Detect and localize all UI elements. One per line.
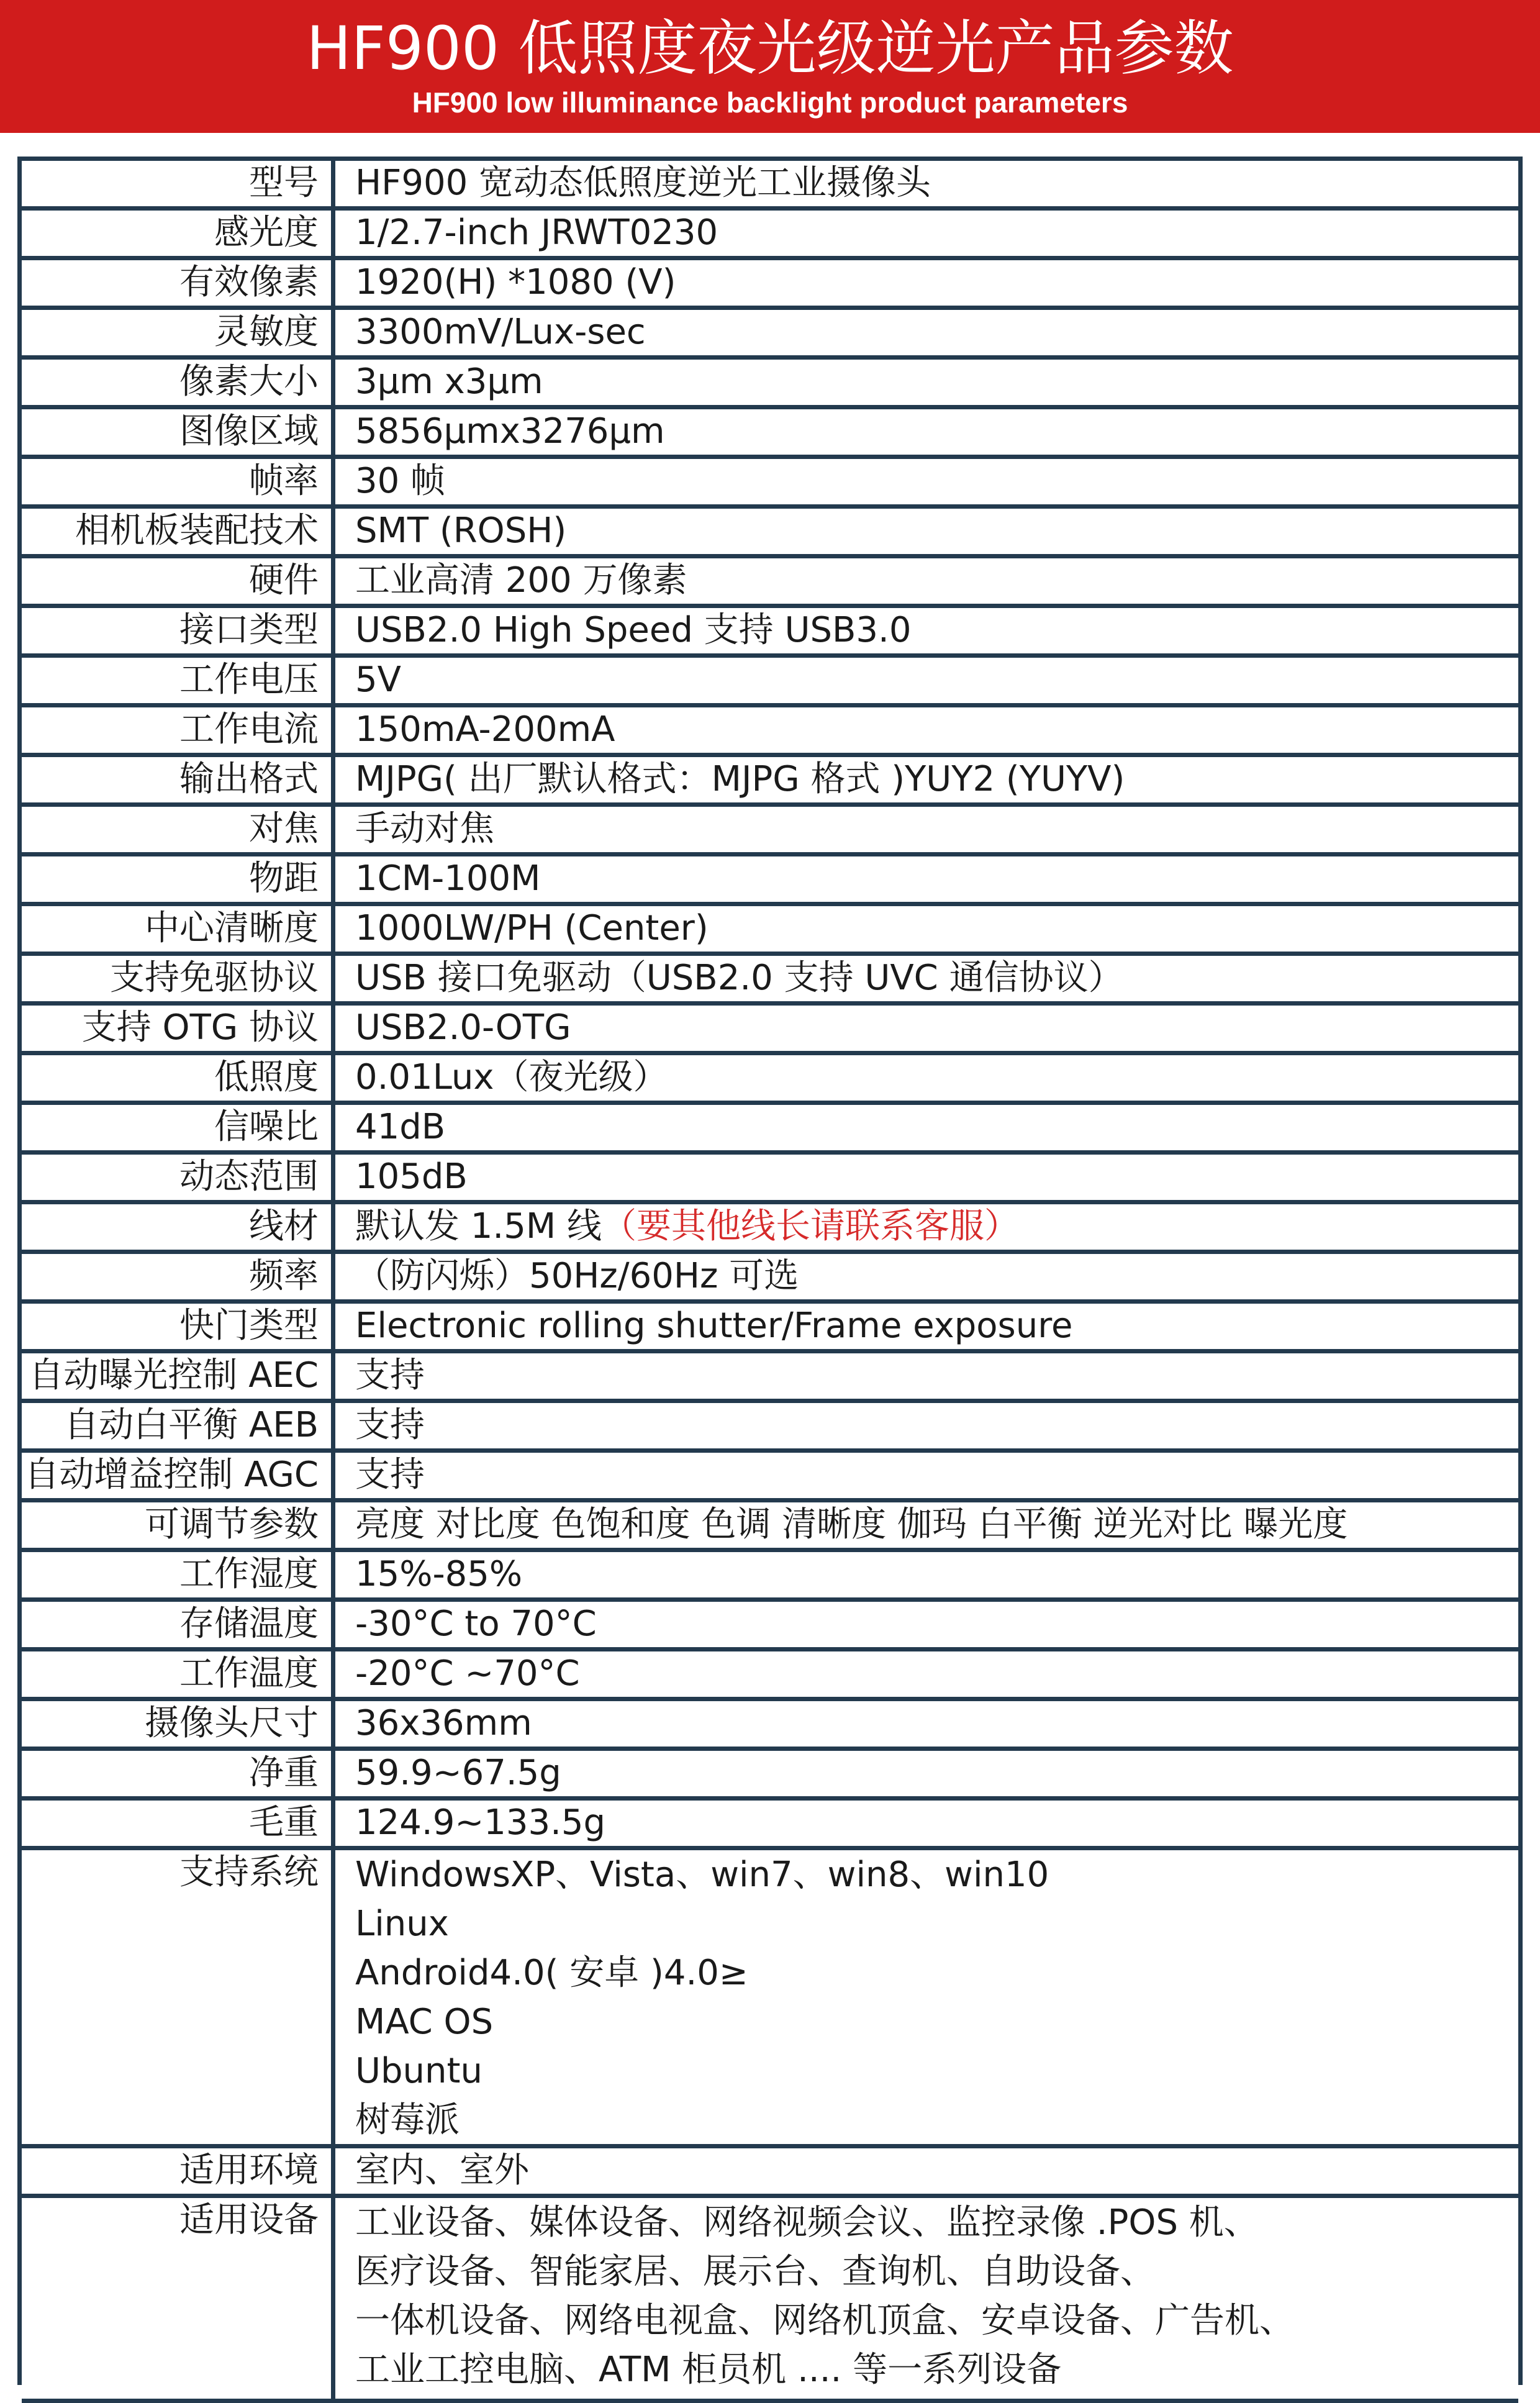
spec-label: 频率 — [22, 1254, 335, 1299]
spec-label: 型号 — [22, 161, 335, 206]
spec-label: 毛重 — [22, 1801, 335, 1846]
spec-label: 支持 OTG 协议 — [22, 1006, 335, 1051]
spec-value: 41dB — [355, 1107, 446, 1147]
spec-row-voltage — [22, 658, 1518, 707]
spec-label: 图像区域 — [22, 409, 335, 455]
spec-row-snr — [22, 1105, 1518, 1155]
device-line: 工业设备、媒体设备、网络视频会议、监控录像 .POS 机、 — [355, 2202, 1259, 2243]
spec-row-working-temp — [22, 1651, 1518, 1701]
spec-row-net-weight — [22, 1751, 1518, 1801]
spec-label: 工作温度 — [22, 1651, 335, 1697]
spec-label: 工作电压 — [22, 658, 335, 703]
spec-value: 工业高清 200 万像素 — [355, 560, 687, 601]
spec-label: 硬件 — [22, 558, 335, 604]
spec-label: 有效像素 — [22, 260, 335, 306]
spec-value-multiline — [335, 1850, 1518, 2144]
system-item: Ubuntu — [355, 2051, 482, 2091]
spec-row-model — [22, 161, 1518, 211]
device-line: 工业工控电脑、ATM 柜员机 .... 等一系列设备 — [355, 2350, 1062, 2390]
spec-label: 自动白平衡 AEB — [22, 1403, 335, 1448]
system-item: Linux — [355, 1904, 449, 1944]
spec-value: 5856μmx3276μm — [355, 411, 665, 452]
spec-table — [17, 157, 1523, 2390]
spec-row-current — [22, 707, 1518, 757]
spec-label: 灵敏度 — [22, 310, 335, 355]
spec-row-sensor — [22, 211, 1518, 260]
spec-row-frequency — [22, 1254, 1518, 1304]
spec-value: 支持 — [355, 1455, 425, 1495]
spec-label: 自动增益控制 AGC — [22, 1453, 335, 1498]
spec-value: 124.9~133.5g — [355, 1802, 606, 1843]
cable-length-text: 默认发 1.5M 线 — [355, 1206, 602, 1247]
spec-label: 支持免驱协议 — [22, 956, 335, 1001]
spec-label: 适用设备 — [22, 2198, 335, 2399]
spec-row-image-area — [22, 409, 1518, 459]
spec-row-adjustable — [22, 1502, 1518, 1552]
spec-value: -20°C ~70°C — [355, 1653, 580, 1694]
spec-value: -30°C to 70°C — [355, 1604, 597, 1644]
spec-row-devices — [22, 2198, 1518, 2403]
spec-label: 动态范围 — [22, 1155, 335, 1200]
spec-value: 手动对焦 — [355, 809, 494, 849]
spec-value: 亮度 对比度 色饱和度 色调 清晰度 伽玛 白平衡 逆光对比 曝光度 — [355, 1504, 1348, 1545]
spec-label: 工作电流 — [22, 707, 335, 753]
spec-row-camera-size — [22, 1701, 1518, 1751]
system-item: MAC OS — [355, 2002, 494, 2042]
spec-value: 支持 — [355, 1355, 425, 1396]
spec-row-agc — [22, 1453, 1518, 1502]
spec-value: 室内、室外 — [355, 2150, 529, 2191]
spec-value: 5V — [355, 660, 401, 700]
spec-label: 适用环境 — [22, 2148, 335, 2194]
spec-label: 对焦 — [22, 807, 335, 852]
system-item: Android4.0( 安卓 )4.0≥ — [355, 1953, 748, 1993]
spec-row-otg — [22, 1006, 1518, 1055]
spec-row-frame-rate — [22, 459, 1518, 509]
spec-value: 1/2.7-inch JRWT0230 — [355, 212, 718, 253]
spec-value: 3300mV/Lux-sec — [355, 312, 646, 352]
spec-label: 物距 — [22, 856, 335, 902]
spec-label: 帧率 — [22, 459, 335, 504]
spec-label: 接口类型 — [22, 608, 335, 653]
spec-label: 摄像头尺寸 — [22, 1701, 335, 1747]
spec-value: 105dB — [355, 1156, 468, 1197]
spec-label: 支持系统 — [22, 1850, 335, 2144]
spec-row-assembly — [22, 509, 1518, 558]
spec-value: HF900 宽动态低照度逆光工业摄像头 — [355, 163, 931, 203]
spec-value: 支持 — [355, 1405, 425, 1445]
spec-value: 15%-85% — [355, 1554, 523, 1594]
spec-value: MJPG( 出厂默认格式：MJPG 格式 )YUY2 (YUYV) — [355, 759, 1125, 799]
spec-row-hardware — [22, 558, 1518, 608]
spec-row-output-format — [22, 757, 1518, 807]
spec-row-pixel-size — [22, 360, 1518, 409]
spec-value: （防闪烁）50Hz/60Hz 可选 — [355, 1256, 799, 1296]
spec-label: 像素大小 — [22, 360, 335, 405]
spec-value: 59.9~67.5g — [355, 1753, 561, 1793]
spec-row-object-distance — [22, 856, 1518, 906]
spec-row-sensitivity — [22, 310, 1518, 360]
spec-row-interface — [22, 608, 1518, 658]
spec-row-systems — [22, 1850, 1518, 2148]
spec-label: 自动曝光控制 AEC — [22, 1353, 335, 1399]
spec-label: 信噪比 — [22, 1105, 335, 1150]
spec-value-multiline — [335, 2198, 1518, 2399]
spec-row-storage-temp — [22, 1602, 1518, 1651]
page-subtitle: HF900 low illuminance backlight product parameters — [412, 86, 1128, 119]
spec-value: 0.01Lux（夜光级） — [355, 1057, 668, 1097]
spec-label: 净重 — [22, 1751, 335, 1796]
spec-row-cable — [22, 1204, 1518, 1254]
spec-value: 36x36mm — [355, 1703, 532, 1743]
spec-label: 存储温度 — [22, 1602, 335, 1647]
spec-value: USB 接口免驱动（USB2.0 支持 UVC 通信协议） — [355, 958, 1123, 998]
spec-value: USB2.0 High Speed 支持 USB3.0 — [355, 610, 912, 650]
system-item: 树莓派 — [355, 2100, 460, 2140]
spec-label: 快门类型 — [22, 1304, 335, 1349]
spec-value: 1920(H) *1080 (V) — [355, 262, 676, 302]
spec-label: 可调节参数 — [22, 1502, 335, 1548]
spec-row-driver-free — [22, 956, 1518, 1006]
cable-note-text: （要其他线长请联系客服） — [601, 1206, 1019, 1247]
spec-value: 1000LW/PH (Center) — [355, 908, 709, 948]
spec-value: 1CM-100M — [355, 858, 541, 899]
spec-value: USB2.0-OTG — [355, 1007, 571, 1048]
spec-label: 相机板装配技术 — [22, 509, 335, 554]
spec-row-shutter — [22, 1304, 1518, 1353]
spec-label: 工作湿度 — [22, 1552, 335, 1597]
device-line: 一体机设备、网络电视盒、网络机顶盒、安卓设备、广告机、 — [355, 2301, 1294, 2341]
device-line: 医疗设备、智能家居、展示台、查询机、自助设备、 — [355, 2251, 1155, 2292]
spec-row-pixels — [22, 260, 1518, 310]
spec-label: 输出格式 — [22, 757, 335, 802]
system-item: WindowsXP、Vista、win7、win8、win10 — [355, 1855, 1049, 1895]
spec-row-focus — [22, 807, 1518, 856]
spec-row-center-clarity — [22, 906, 1518, 956]
spec-value: 3μm x3μm — [355, 361, 543, 402]
spec-value — [335, 1204, 1518, 1250]
header-banner — [0, 0, 1540, 133]
spec-label: 感光度 — [22, 211, 335, 256]
spec-row-low-illuminance — [22, 1055, 1518, 1105]
spec-value: SMT (ROSH) — [355, 511, 567, 551]
spec-value: 150mA-200mA — [355, 709, 615, 750]
spec-label: 中心清晰度 — [22, 906, 335, 952]
spec-row-awb — [22, 1403, 1518, 1453]
spec-row-dynamic-range — [22, 1155, 1518, 1204]
spec-row-humidity — [22, 1552, 1518, 1602]
spec-value: Electronic rolling shutter/Frame exposure — [355, 1306, 1073, 1346]
spec-row-aec — [22, 1353, 1518, 1403]
spec-row-gross-weight — [22, 1801, 1518, 1850]
page-title: HF900 低照度夜光级逆光产品参数 — [306, 14, 1234, 83]
spec-label: 低照度 — [22, 1055, 335, 1101]
spec-value: 30 帧 — [355, 461, 446, 501]
spec-label: 线材 — [22, 1204, 335, 1250]
spec-row-environment — [22, 2148, 1518, 2198]
